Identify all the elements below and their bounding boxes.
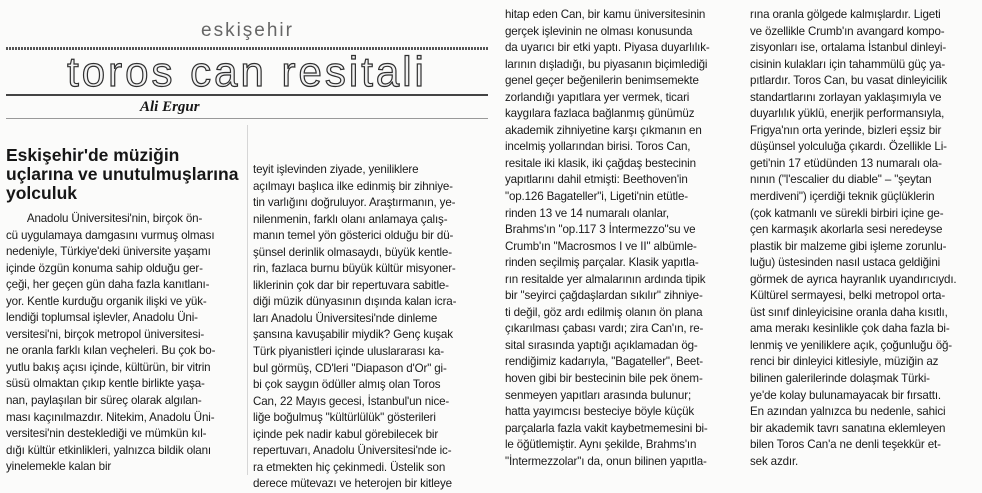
text-line: yinelemekle kalan bir <box>6 460 112 474</box>
text-line: Crumb'ın "Macrosmos I ve II" albümle- <box>505 239 697 253</box>
text-column-4 <box>750 7 978 470</box>
text-line: liğe boğulmuş "kültürlülük" gösterileri <box>253 411 436 425</box>
text-line: incelmiş yollarından birisi. Toros Can, <box>505 140 691 154</box>
text-line: parçalarla fazla vakit kaybetmemesini bi- <box>505 421 708 435</box>
text-line: yor. Kentle kurduğu organik ilişki ve yük- <box>6 294 207 308</box>
text-line: çıkarılması çabası vardı; zira Can'ın, re- <box>505 322 704 336</box>
text-line: manın temel yön gösterici olduğu bir dü- <box>253 229 454 243</box>
section-label: eskişehir <box>201 20 294 41</box>
text-line: yapıtlarını dahil etmişti: Beethoven'in <box>505 173 688 187</box>
text-line: le öğütlemiştir. Aynı şekilde, Brahms'ın <box>505 438 697 452</box>
text-line: ye'de kolay bulunamayacak bir fırsattı. <box>750 388 941 402</box>
text-line: içinde özgün konuma sahip olduğu ger- <box>6 261 203 275</box>
text-line: akademik zihniyetine karşı çıkmanın en <box>505 123 702 137</box>
text-line: üst sınıf dinleyicisine oranla daha kısıtlı, <box>750 305 948 319</box>
text-line: repertuvarı, Anadolu Üniversitesi'nde ic- <box>253 444 452 458</box>
text-line: rinden 13 ve 14 numaralı olanlar, <box>505 206 669 220</box>
text-line: düşünsel yolculuğa çıkardı. Özellikle Li- <box>750 140 947 154</box>
text-line: açılmayı başlıca ilke edinmiş bir zihniye- <box>253 179 453 193</box>
text-line: derece mütevazı ve heterojen bir kitleye <box>253 477 452 491</box>
text-line: dığı kültür etkinlikleri, yalnızca bildik olanı <box>6 443 211 457</box>
text-line: bir akademik tavrı sanatına eklemleyen <box>750 421 946 435</box>
text-line: ları Anadolu Üniversitesi'nde dinleme <box>253 311 438 325</box>
text-line: şünsel derinlik olmasaydı, büyük kentle- <box>253 245 452 259</box>
text-line: lendiği toplumsal işlevler, Anadolu Üni- <box>6 311 198 325</box>
text-line: merdiveni") içerdiği teknik güçlüklerin <box>750 190 935 204</box>
text-line: çeği, her geçen gün daha fazla kanıtlanı- <box>6 278 210 292</box>
text-line: hatta yayımcısı besteciye böyle küçük <box>505 405 695 419</box>
text-line: luğu) üstesinden nasıl ustaca geldiğini <box>750 256 941 270</box>
text-line: rinden seçilmiş parçalar. Klasik yapıtla- <box>505 256 699 270</box>
text-line: renci bir dinleyici kitlesiyle, müziğin az <box>750 355 939 369</box>
text-column-1 <box>6 211 242 476</box>
text-line: liklerinin çok dar bir repertuvara sabitle- <box>253 278 449 292</box>
text-line: hoven gibi bir bestecinin bile pek önem- <box>505 372 703 386</box>
text-line: Can, 22 Mayıs gecesi, İstanbul'un nice- <box>253 394 450 408</box>
text-line: görmek de ayrıca hayranlık uyandırıcıydı. <box>750 272 957 286</box>
text-line: ama merakı kesinlikle çok daha fazla bi- <box>750 322 950 336</box>
text-line: (çok katmanlı ve sürekli birbiri içine ge- <box>750 206 944 220</box>
text-line: bilen Toros Can'a ne denli teşekkür et- <box>750 438 941 452</box>
text-line: diği müzik dünyasının dışında kalan icra- <box>253 295 457 309</box>
text-line: "İntermezzolar"ı da, onun bilinen yapıtla- <box>505 454 707 468</box>
text-line: larının dışladığı, bu piyasanın biçimlediği <box>505 57 708 71</box>
text-line: hitap eden Can, bir kamu üniversitesinin <box>505 8 706 21</box>
text-line: Anadolu Üniversitesi'nin, birçok ön- <box>6 212 203 225</box>
text-column-3 <box>505 7 735 470</box>
text-line: gerçek işlevinin ne olması konusunda <box>505 24 693 38</box>
text-line: versitesi'ni, birçok metropol üniversitesi- <box>6 327 205 341</box>
text-line: rendiğimiz kadarıyla, "Bagateller", Beet- <box>505 355 703 369</box>
text-line: lenmiş ve yeniliklere açık, çoğunluğu öğ- <box>750 338 952 352</box>
text-line: sital sırasında yaptığı açıklamadan ög- <box>505 338 698 352</box>
text-line: zisyonları ise, ortalama İstanbul dinleyi- <box>750 41 947 55</box>
text-line: şansına kavuşabilir miydik? Genç kuşak <box>253 328 453 342</box>
text-line: tin varlığını doğruluyor. Araştırmanın, ye- <box>253 196 456 210</box>
text-line: nının ("l'escalier du diable" – "şeytan <box>750 173 932 187</box>
author-name: Ali Ergur <box>140 99 200 115</box>
text-line: rin, fazlaca burnu büyük kültür misyoner- <box>253 262 456 276</box>
text-line: bul görmüş, CD'leri "Diapason d'Or" gi- <box>253 361 447 375</box>
text-line: versitesi'nin desteklediği ve mümkün kıl- <box>6 427 207 441</box>
text-line: cisinin kulakları için tahammülü güç ya- <box>750 57 946 71</box>
text-line: senmeyen yapıtları arasında bulunur; <box>505 388 692 402</box>
text-line: bi çok saygın ödüller almış olan Toros <box>253 378 441 392</box>
text-column-2 <box>253 162 486 493</box>
text-line: Türk piyanistleri içinde uluslararası ka- <box>253 345 445 359</box>
text-line: genel geçer beğenilerin benimsemekte <box>505 74 699 88</box>
text-line: Brahms'ın "op.117 3 İntermezzo"su ve <box>505 223 696 237</box>
text-line: ti değil, göz ardı edilmiş olanın ön plana <box>505 305 703 319</box>
text-line: çen karmaşık akorlarla sesi neredeyse <box>750 223 943 237</box>
text-line: plastik bir malzeme gibi işleme zorunlu- <box>750 239 947 253</box>
article-title: toros can resitali <box>6 49 488 96</box>
text-line: En azından yalnızca bu nedenle, sahici <box>750 405 946 419</box>
text-line: kaygılara fazlaca bağlanmış günümüz <box>505 107 695 121</box>
text-line: içinde pek nadir kabul görebilecek bir <box>253 427 439 441</box>
text-line: rın resitalde yer almalarının ardında tipik <box>505 272 706 286</box>
text-line: ne oranla farklı kılan veçheleri. Bu çok bo- <box>6 344 216 358</box>
text-line: duyarlılık yüklü, enerjik performansıyla, <box>750 107 945 121</box>
text-line: rına oranla gölgede kalmışlardır. Ligeti <box>750 8 941 21</box>
text-line: süsü olmaktan çıkıp kentle birlikte yaşa- <box>6 377 205 391</box>
text-line: da uyarıcı bir etki yaptı. Piyasa duyarlılık- <box>505 41 710 55</box>
text-line: Frigya'nın orta yerinde, bizleri eşsiz bir <box>750 123 942 137</box>
text-line: geti'nin 17 etüdünden 13 numaralı ola- <box>750 156 942 170</box>
text-line: nedeniyle, Türkiye'deki üniversite yaşamı <box>6 245 211 259</box>
text-line: bir "seyirci çağdaşlardan sıkılır" zihniye- <box>505 289 703 303</box>
text-line: nan, paylaşılan bir süreç olarak algılan- <box>6 394 202 408</box>
text-line: "op.126 Bagateller"i, Ligeti'nin etütle- <box>505 190 688 204</box>
text-line: pıtlardır. Toros Can, bu vasat dinleyicilik <box>750 74 947 88</box>
text-line: zorlandığı yapıtlara yer vermek, ticari <box>505 90 690 104</box>
text-line: bilinen galerilerinde dolaşmak Türki- <box>750 372 930 386</box>
text-line: sek azdır. <box>750 454 799 468</box>
text-line: cü uygulamaya damgasını vurmuş olması <box>6 228 215 242</box>
article-headline: Eskişehir'de müziğin uçlarına ve unutulmuşlarına yolculuk <box>6 145 239 203</box>
text-line: standartlarını zorlayan yaklaşımıyla ve <box>750 90 942 104</box>
text-line: ması kaçınılmazdır. Nitekim, Anadolu Üni- <box>6 410 215 424</box>
text-line: ve özellikle Crumb'ın avangard kompo- <box>750 24 945 38</box>
text-line: yutlu bakış açısı içinde, kültürün, bir vitrin <box>6 360 211 374</box>
text-line: teyit işlevinden ziyade, yeniliklere <box>253 163 419 176</box>
column-divider <box>247 125 248 475</box>
author-rule <box>6 118 488 119</box>
text-line: ra etmekten hiç çekinmedi. Üstelik son <box>253 460 446 474</box>
text-line: nilenmenin, farklı olanı anlamaya çalış- <box>253 212 448 226</box>
text-line: Kültürel sermayesi, belki metropol orta- <box>750 289 946 303</box>
text-line: resitale iki klasik, iki çağdaş bestecinin <box>505 156 696 170</box>
